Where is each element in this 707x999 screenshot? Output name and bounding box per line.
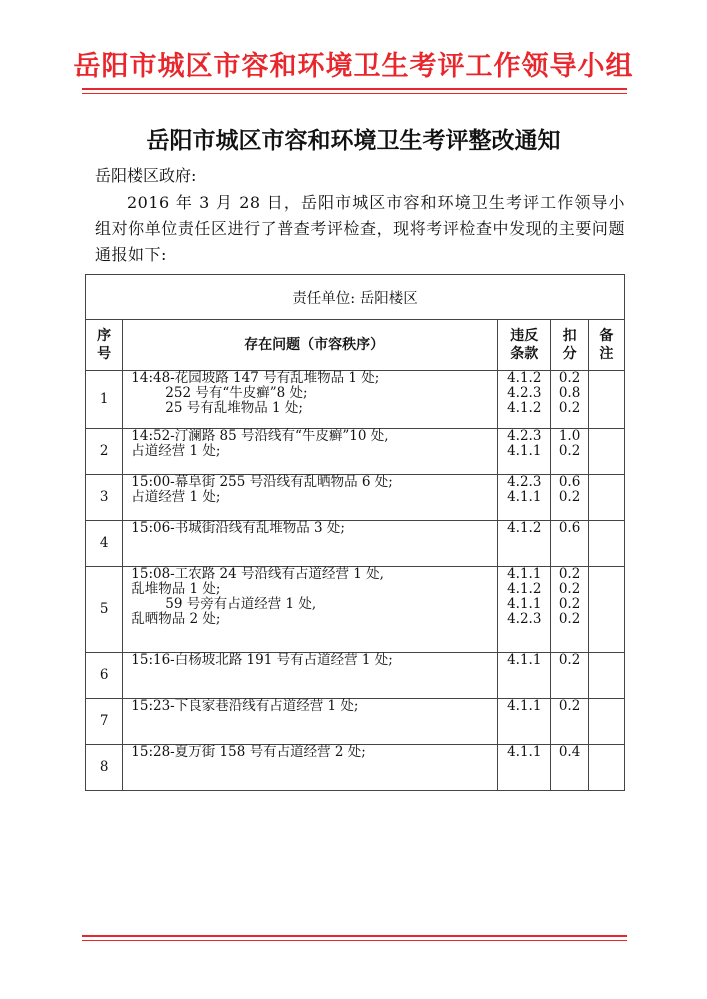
row-note (588, 371, 624, 429)
row-clause (498, 567, 551, 653)
clause-value: 4.1.2 (507, 370, 542, 386)
clause-value: 4.1.1 (507, 744, 542, 760)
row-clause (498, 521, 551, 567)
issue-line: 乱堆物品 1 处; (131, 581, 221, 597)
footer-rule-thin (82, 940, 627, 941)
header-seq: 序 号 (86, 320, 123, 371)
issue-line: 14:52-汀澜路 85 号沿线有“牛皮癣”10 处, (131, 428, 389, 444)
row-note (588, 745, 624, 791)
issue-line: 15:08-工农路 24 号沿线有占道经营 1 处, (131, 566, 384, 582)
clause-value: 4.1.1 (507, 443, 542, 459)
points-value: 0.2 (558, 596, 581, 612)
issue-line: 15:00-幕阜街 255 号沿线有乱晒物品 6 处; (131, 474, 393, 490)
points-value: 0.2 (558, 581, 581, 597)
points-value: 0.6 (558, 474, 581, 490)
row-clause (498, 745, 551, 791)
table-row (86, 429, 625, 475)
points-value: 0.2 (558, 400, 581, 416)
table-row (86, 475, 625, 521)
row-seq: 1 (86, 371, 123, 429)
table-row (86, 521, 625, 567)
row-clause (498, 699, 551, 745)
row-points (551, 567, 588, 653)
row-seq: 5 (86, 567, 123, 653)
points-value: 0.2 (558, 652, 581, 668)
issue-line: 15:06-书城街沿线有乱堆物品 3 处; (131, 520, 345, 536)
issue-line: 15:16-白杨坡北路 191 号有占道经营 1 处; (131, 652, 393, 668)
row-issue (123, 371, 498, 429)
clause-value: 4.1.1 (507, 698, 542, 714)
table-row (86, 371, 625, 429)
row-issue (123, 745, 498, 791)
issue-line: 占道经营 1 处; (131, 443, 221, 459)
row-note (588, 567, 624, 653)
notice-title: 岳阳市城区市容和环境卫生考评整改通知 (146, 127, 561, 154)
issue-line: 15:28-夏万街 158 号有占道经营 2 处; (131, 744, 366, 760)
points-value: 0.2 (558, 489, 581, 505)
clause-value: 4.2.3 (507, 611, 542, 627)
row-points (551, 475, 588, 521)
clause-value: 4.1.2 (507, 400, 542, 416)
clause-value: 4.1.1 (507, 652, 542, 668)
row-issue (123, 653, 498, 699)
table-row (86, 699, 625, 745)
header-rule-thick (82, 88, 627, 90)
row-note (588, 653, 624, 699)
table-body (86, 371, 625, 791)
row-points (551, 429, 588, 475)
issue-line: 25 号有乱堆物品 1 处; (165, 400, 303, 416)
row-points (551, 653, 588, 699)
points-value: 0.6 (558, 520, 581, 536)
row-issue (123, 521, 498, 567)
points-value: 0.2 (558, 370, 581, 386)
points-value: 0.2 (558, 611, 581, 627)
row-note (588, 475, 624, 521)
row-clause (498, 371, 551, 429)
row-points (551, 745, 588, 791)
row-seq: 6 (86, 653, 123, 699)
row-issue (123, 699, 498, 745)
row-note (588, 429, 624, 475)
clause-value: 4.1.1 (507, 566, 542, 582)
table-header-row (86, 320, 625, 371)
row-points (551, 371, 588, 429)
row-issue (123, 475, 498, 521)
points-value: 1.0 (558, 428, 581, 444)
row-seq: 8 (86, 745, 123, 791)
clause-value: 4.1.1 (507, 489, 542, 505)
row-points (551, 699, 588, 745)
header-points: 扣 分 (551, 320, 588, 371)
table-row (86, 567, 625, 653)
row-seq: 3 (86, 475, 123, 521)
responsible-unit: 责任单位: 岳阳楼区 (86, 275, 625, 320)
row-seq: 4 (86, 521, 123, 567)
row-clause (498, 475, 551, 521)
row-seq: 2 (86, 429, 123, 475)
points-value: 0.2 (558, 443, 581, 459)
issue-line: 14:48-花园坡路 147 号有乱堆物品 1 处; (131, 370, 380, 386)
row-seq: 7 (86, 699, 123, 745)
row-issue (123, 567, 498, 653)
issue-line: 59 号旁有占道经营 1 处, (165, 596, 317, 612)
row-issue (123, 429, 498, 475)
footer-rule-thick (82, 935, 627, 937)
row-points (551, 521, 588, 567)
notice-body: 2016 年 3 月 28 日，岳阳市城区市容和环境卫生考评工作领导小组对你单位责任区进行了普查考评检查，现将考评检查中发现的主要问题通报如下: (95, 193, 625, 264)
table-row (86, 745, 625, 791)
issue-line: 15:23-下良家巷沿线有占道经营 1 处; (131, 698, 359, 714)
points-value: 0.2 (558, 566, 581, 582)
header-rule-thin (82, 93, 627, 94)
clause-value: 4.1.1 (507, 596, 542, 612)
issue-line: 乱晒物品 2 处; (131, 611, 221, 627)
header-clause: 违反 条款 (498, 320, 551, 371)
inspection-table (85, 274, 625, 791)
header-note: 备 注 (588, 320, 624, 371)
clause-value: 4.1.2 (507, 520, 542, 536)
points-value: 0.2 (558, 698, 581, 714)
clause-value: 4.2.3 (507, 428, 542, 444)
points-value: 0.4 (558, 744, 581, 760)
points-value: 0.8 (558, 385, 581, 401)
org-title: 岳阳市城区市容和环境卫生考评工作领导小组 (73, 51, 634, 82)
row-clause (498, 429, 551, 475)
clause-value: 4.2.3 (507, 385, 542, 401)
clause-value: 4.2.3 (507, 474, 542, 490)
table-row (86, 653, 625, 699)
notice-recipient: 岳阳楼区政府: (95, 166, 197, 185)
unit-row (86, 275, 625, 320)
clause-value: 4.1.2 (507, 581, 542, 597)
issue-line: 占道经营 1 处; (131, 489, 221, 505)
row-clause (498, 653, 551, 699)
row-note (588, 699, 624, 745)
row-note (588, 521, 624, 567)
header-issue: 存在问题（市容秩序） (123, 320, 498, 371)
issue-line: 252 号有“牛皮癣”8 处; (165, 385, 308, 401)
